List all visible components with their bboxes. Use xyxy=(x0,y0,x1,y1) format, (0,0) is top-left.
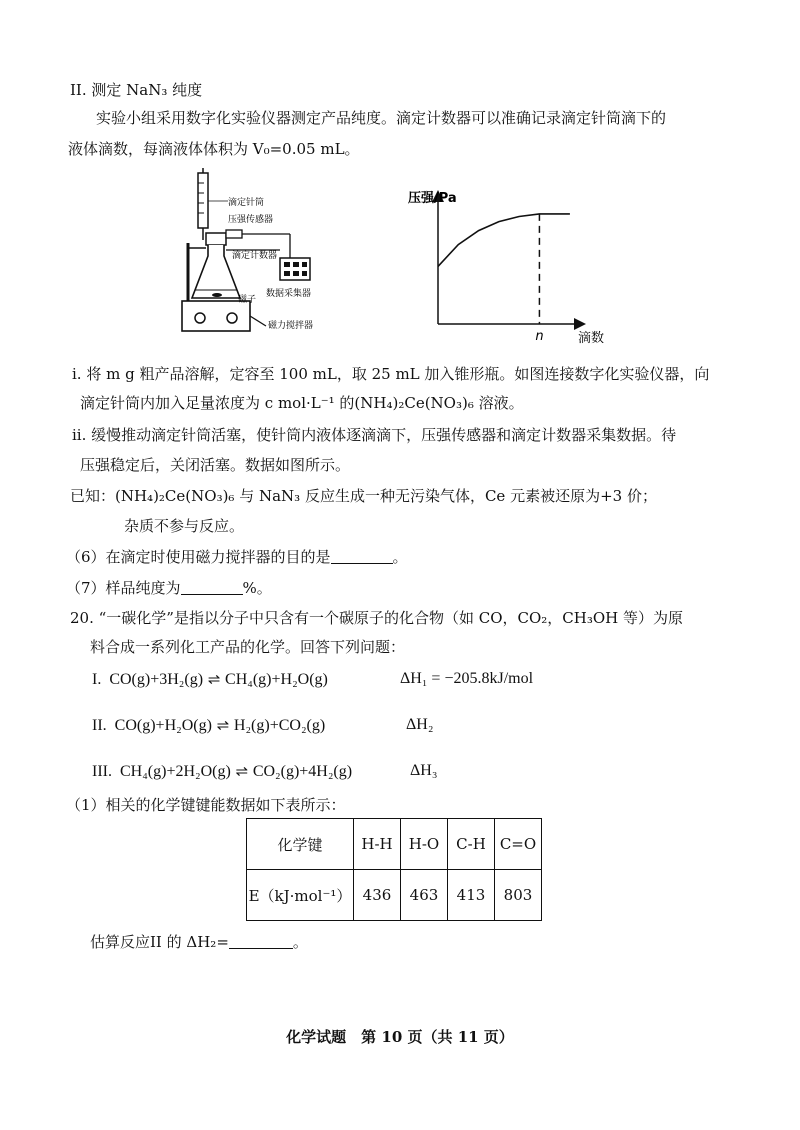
apparatus-diagram xyxy=(170,168,350,343)
intro-line-1: 实验小组采用数字化实验仪器测定产品纯度。滴定计数器可以准确记录滴定针筒滴下的 xyxy=(96,109,667,127)
reaction-3-rhs: CO₂(g)+4H₂(g) xyxy=(252,763,353,780)
q20-sub-1: （1）相关的化学键键能数据如下表所示： xyxy=(66,796,346,814)
label-stirrer: 磁力搅拌器 xyxy=(268,321,314,331)
y-axis-label: 压强/Pa xyxy=(408,191,457,206)
reaction-2 xyxy=(92,716,325,735)
x-marker-label: n xyxy=(535,329,544,344)
reaction-1-lhs: CO(g)+3H₂(g) xyxy=(109,671,204,688)
syringe-body xyxy=(198,173,208,228)
reaction-1-label: I. xyxy=(92,671,102,688)
reaction-1-dh: ΔH₁ = −205.8kJ/mol xyxy=(400,670,534,687)
table-energy-cell: 803 xyxy=(495,870,542,921)
table-row xyxy=(247,870,542,921)
step-i-line-1: i. 将 m g 粗产品溶解，定容至 100 mL，取 25 mL 加入锥形瓶。如图连接数字化实验仪器，向 xyxy=(72,365,710,383)
table-row xyxy=(247,819,542,870)
equilibrium-arrow-1: ⇌ xyxy=(207,672,221,688)
pressure-curve xyxy=(438,214,570,267)
reaction-3-label: III. xyxy=(92,763,112,780)
table-energy-cell: 463 xyxy=(401,870,448,921)
reaction-3-dh: ΔH₃ xyxy=(410,762,438,779)
q20-line-2: 料合成一系列化工产品的化学。回答下列问题： xyxy=(90,638,406,656)
x-axis-label: 滴数 xyxy=(578,331,605,346)
intro-line-2: 液体滴数，每滴液体体积为 V₀=0.05 mL。 xyxy=(68,140,360,158)
reaction-2-label: II. xyxy=(92,717,107,734)
step-ii-line-1: ii. 缓慢推动滴定针筒活塞，使针筒内液体逐滴滴下，压强传感器和滴定计数器采集数据。待 xyxy=(72,426,677,444)
known-line-1: 已知：(NH₄)₂Ce(NO₃)₆ 与 NaN₃ 反应生成一种无污染气体，Ce 元素被还原为+3 价； xyxy=(70,487,657,505)
answer-blank-7[interactable] xyxy=(181,579,243,595)
label-syringe: 滴定针筒 xyxy=(228,198,265,208)
bond-energy-table xyxy=(246,818,542,921)
table-bond-cell: H-H xyxy=(354,819,401,870)
step-i-line-2: 滴定针筒内加入足量浓度为 c mol·L⁻¹ 的(NH₄)₂Ce(NO₃)₆ 溶液。 xyxy=(80,394,524,412)
table-energy-cell: 436 xyxy=(354,870,401,921)
answer-blank-dh2[interactable] xyxy=(229,933,293,949)
label-sensor: 压强传感器 xyxy=(228,215,274,225)
magnetic-stirrer xyxy=(182,301,250,331)
question-6-text: （6）在滴定时使用磁力搅拌器的目的是 xyxy=(66,548,331,566)
table-bond-cell: C=O xyxy=(495,819,542,870)
reaction-2-lhs: CO(g)+H₂O(g) xyxy=(114,717,212,734)
answer-blank-6[interactable] xyxy=(331,548,393,564)
table-row-label: E（kJ·mol⁻¹） xyxy=(247,870,354,921)
pressure-chart xyxy=(400,182,630,347)
question-6-end: 。 xyxy=(392,548,408,566)
reaction-3 xyxy=(92,762,352,781)
known-line-2: 杂质不参与反应。 xyxy=(124,517,245,535)
question-7-text: （7）样品纯度为 xyxy=(66,579,181,597)
label-magnet: 磁子 xyxy=(238,295,257,305)
question-7 xyxy=(66,578,272,598)
estimate-text: 估算反应II 的 ΔH₂= xyxy=(90,933,229,951)
reaction-1-rhs: CH₄(g)+H₂O(g) xyxy=(225,671,328,688)
label-counter: 滴定计数器 xyxy=(232,251,278,261)
reaction-3-lhs: CH₄(g)+2H₂O(g) xyxy=(119,763,231,780)
table-bond-cell: H-O xyxy=(401,819,448,870)
page-footer: 化学试题 第 10 页（共 11 页） xyxy=(286,1028,514,1046)
q20-line-1: 20. “一碳化学”是指以分子中只含有一个碳原子的化合物（如 CO，CO₂，CH₃OH 等）为原 xyxy=(70,609,684,627)
data-collector xyxy=(280,258,310,280)
label-collector: 数据采集器 xyxy=(266,289,312,299)
reaction-2-dh: ΔH₂ xyxy=(406,716,434,733)
section-heading: II. 测定 NaN₃ 纯度 xyxy=(70,81,203,99)
reaction-2-rhs: H₂(g)+CO₂(g) xyxy=(233,717,326,734)
magnet xyxy=(212,293,222,297)
question-6 xyxy=(66,547,408,567)
question-7-end: %。 xyxy=(242,579,272,597)
equilibrium-arrow-3: ⇌ xyxy=(235,764,249,780)
table-energy-cell: 413 xyxy=(448,870,495,921)
table-header-label: 化学键 xyxy=(247,819,354,870)
step-ii-line-2: 压强稳定后，关闭活塞。数据如图所示。 xyxy=(80,456,351,474)
estimate-line xyxy=(90,932,308,952)
estimate-end: 。 xyxy=(292,933,308,951)
reaction-1 xyxy=(92,670,328,689)
table-bond-cell: C-H xyxy=(448,819,495,870)
equilibrium-arrow-2: ⇌ xyxy=(216,718,230,734)
